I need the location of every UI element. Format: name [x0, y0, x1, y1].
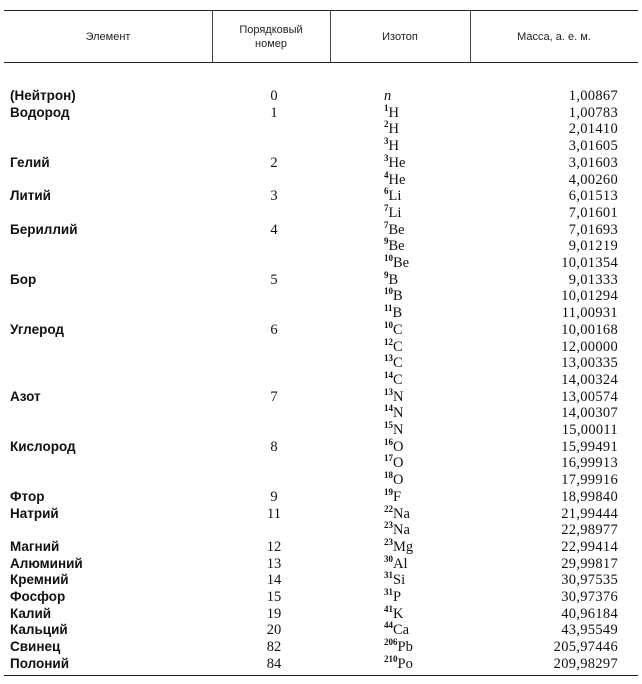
isotope-symbol [384, 339, 454, 356]
isotope-symbol [384, 305, 454, 322]
isotope-mass: 30,97535 [561, 572, 618, 588]
mass-number: 10 [384, 320, 393, 330]
mass-number: 16 [384, 437, 393, 447]
element-symbol: H [388, 105, 399, 121]
isotope-symbol [384, 489, 454, 506]
element-name: Натрий [10, 506, 59, 521]
element-symbol: Al [393, 556, 408, 572]
isotope-symbol [384, 155, 454, 172]
isotope-symbol [384, 572, 454, 589]
mass-number: 44 [384, 620, 393, 630]
isotope-mass: 17,99916 [561, 472, 618, 488]
element-name: Водород [10, 105, 70, 120]
isotope-symbol [384, 188, 454, 205]
isotope-mass: 13,00574 [561, 389, 618, 405]
isotope-mass: 2,01410 [568, 121, 618, 137]
top-rule [4, 10, 638, 11]
header-number [212, 23, 330, 51]
isotope-mass: 10,00168 [561, 322, 618, 338]
element-symbol: He [388, 155, 406, 171]
isotope-mass: 6,01513 [568, 188, 618, 204]
mass-number: 12 [384, 337, 393, 347]
isotope-symbol [384, 88, 454, 104]
isotope-mass: 4,00260 [568, 172, 618, 188]
mass-number: 41 [384, 604, 393, 614]
element-symbol: C [393, 355, 403, 371]
element-symbol: N [393, 405, 404, 421]
element-symbol: Li [388, 205, 402, 221]
isotope-symbol [384, 272, 454, 289]
element-name: Кислород [10, 439, 76, 454]
header-isotope: Изотоп [382, 31, 418, 43]
element-name: Магний [10, 539, 60, 554]
header-number-line2: номер [255, 38, 287, 50]
mass-number: 6 [384, 186, 389, 196]
element-symbol: B [388, 272, 399, 288]
element-name: Свинец [10, 639, 61, 654]
mass-number: 31 [384, 570, 393, 580]
isotope-mass: 1,00783 [568, 105, 618, 121]
mass-number: 23 [384, 520, 393, 530]
mass-number: 14 [384, 370, 393, 380]
atomic-number: 1 [270, 105, 278, 121]
isotope-mass: 7,01601 [568, 205, 618, 221]
atomic-number: 5 [270, 272, 278, 288]
element-name: Фтор [10, 489, 45, 504]
atomic-number: 9 [270, 489, 278, 505]
isotope-mass: 40,96184 [561, 606, 618, 622]
element-symbol: Pb [397, 639, 413, 655]
isotope-symbol [384, 322, 454, 339]
isotope-symbol [384, 405, 454, 422]
mass-number: 10 [384, 253, 393, 263]
mass-number: 22 [384, 504, 393, 514]
isotope-symbol [384, 656, 454, 673]
isotope-symbol [384, 522, 454, 539]
atomic-number: 6 [270, 322, 278, 338]
header-rule [4, 62, 638, 63]
isotope-symbol [384, 389, 454, 406]
isotope-symbol [384, 205, 454, 222]
isotope-symbol [384, 472, 454, 489]
isotope-mass: 7,01693 [568, 222, 618, 238]
element-name: Азот [10, 389, 41, 404]
atomic-number: 3 [270, 188, 278, 204]
element-symbol: H [388, 121, 399, 137]
atomic-number: 0 [270, 88, 278, 104]
atomic-number: 11 [267, 506, 281, 522]
mass-number: 2 [384, 119, 389, 129]
mass-number: 15 [384, 420, 393, 430]
atomic-number: 8 [270, 439, 278, 455]
element-name: Литий [10, 188, 51, 203]
atomic-number: 13 [266, 556, 282, 572]
bottom-rule [4, 675, 638, 676]
header-mass: Масса, а. е. м. [517, 31, 591, 43]
element-name: Полоний [10, 656, 70, 671]
isotope-mass: 21,99444 [561, 506, 618, 522]
isotope-mass: 16,99913 [561, 455, 618, 471]
header-element: Элемент [85, 31, 131, 43]
isotope-mass: 1,00867 [568, 88, 618, 104]
isotope-mass: 18,99840 [561, 489, 618, 505]
isotope-symbol [384, 372, 454, 389]
isotope-mass: 209,98297 [553, 656, 618, 672]
mass-number: 3 [384, 136, 389, 146]
element-symbol: C [393, 339, 403, 355]
element-symbol: Be [388, 222, 405, 238]
mass-number: 3 [384, 153, 389, 163]
mass-number: 9 [384, 236, 389, 246]
atomic-number: 12 [266, 539, 282, 555]
isotope-mass: 43,95549 [561, 622, 618, 638]
element-name: Кальций [10, 622, 68, 637]
element-symbol: F [393, 489, 402, 505]
mass-number: 31 [384, 587, 393, 597]
isotope-symbol [384, 606, 454, 623]
mass-number: 7 [384, 203, 389, 213]
mass-number: 210 [384, 654, 398, 664]
element-symbol: K [393, 606, 404, 622]
isotope-mass: 14,00307 [561, 405, 618, 421]
atomic-number: 19 [266, 606, 282, 622]
element-symbol: Na [393, 522, 410, 538]
mass-number: 13 [384, 387, 393, 397]
element-symbol: N [393, 389, 404, 405]
isotope-mass: 10,01294 [561, 288, 618, 304]
isotope-symbol [384, 288, 454, 305]
isotope-mass: 13,00335 [561, 355, 618, 371]
isotope-mass: 29,99817 [561, 556, 618, 572]
isotope-mass: 3,01603 [568, 155, 618, 171]
isotope-mass: 15,00011 [561, 422, 618, 438]
isotope-symbol [384, 589, 454, 606]
mass-number: 14 [384, 403, 393, 413]
element-symbol: O [393, 439, 404, 455]
isotope-mass: 10,01354 [561, 255, 618, 271]
element-symbol: B [392, 305, 403, 321]
isotope-mass: 9,01333 [568, 272, 618, 288]
element-name: Гелий [10, 155, 50, 170]
atomic-number: 4 [270, 222, 278, 238]
element-name: Углерод [10, 322, 64, 337]
mass-number: 4 [384, 170, 389, 180]
mass-number: 17 [384, 453, 393, 463]
element-name: Кремний [10, 572, 69, 587]
mass-number: 7 [384, 220, 389, 230]
isotope-mass: 30,97376 [561, 589, 618, 605]
isotope-symbol [384, 238, 454, 255]
isotope-symbol [384, 222, 454, 239]
atomic-number: 20 [266, 622, 282, 638]
element-symbol: Si [393, 572, 406, 588]
element-symbol: P [393, 589, 402, 605]
isotope-mass: 22,98977 [561, 522, 618, 538]
isotope-mass: 11,00931 [561, 305, 618, 321]
element-name: (Нейтрон) [10, 88, 76, 103]
element-symbol: C [393, 322, 403, 338]
isotope-symbol [384, 539, 454, 556]
atomic-number: 82 [266, 639, 282, 655]
atomic-number: 15 [266, 589, 282, 605]
element-symbol: O [393, 472, 404, 488]
element-symbol: He [388, 172, 406, 188]
mass-number: 206 [384, 637, 398, 647]
element-name: Фосфор [10, 589, 66, 604]
element-name: Бор [10, 272, 37, 287]
mass-number: 18 [384, 470, 393, 480]
isotope-symbol [384, 255, 454, 272]
element-name: Калий [10, 606, 52, 621]
element-symbol: Li [388, 188, 402, 204]
isotope-symbol [384, 455, 454, 472]
isotope-mass: 22,99414 [561, 539, 618, 555]
element-symbol: B [393, 288, 403, 304]
isotope-mass: 9,01219 [568, 238, 618, 254]
isotope-mass: 14,00324 [561, 372, 618, 388]
mass-number: 19 [384, 487, 393, 497]
atomic-number: 2 [270, 155, 278, 171]
isotope-mass: 3,01605 [568, 138, 618, 154]
isotope-symbol [384, 138, 454, 155]
mass-number: 13 [384, 353, 393, 363]
header-number-line1: Порядковый [239, 24, 303, 36]
element-symbol: O [393, 455, 404, 471]
element-symbol: C [393, 372, 403, 388]
mass-number: 30 [384, 554, 393, 564]
element-symbol: Mg [393, 539, 414, 555]
mass-number: 9 [384, 270, 389, 280]
mass-number: 23 [384, 537, 393, 547]
isotope-mass: 15,99491 [561, 439, 618, 455]
mass-number: 10 [384, 286, 393, 296]
isotope-symbol [384, 121, 454, 138]
isotope-symbol [384, 422, 454, 439]
atomic-number: 84 [266, 656, 282, 672]
isotope-symbol [384, 105, 454, 122]
isotope-symbol [384, 355, 454, 372]
isotope-symbol [384, 506, 454, 523]
element-symbol: N [393, 422, 404, 438]
mass-number: 1 [384, 103, 389, 113]
element-symbol: Be [393, 255, 410, 271]
mass-number: 11 [384, 303, 393, 313]
element-symbol: Po [397, 656, 413, 672]
element-name: Бериллий [10, 222, 78, 237]
element-symbol: Ca [393, 622, 410, 638]
element-name: Алюминий [10, 556, 83, 571]
element-symbol: Be [388, 238, 405, 254]
element-symbol: n [384, 88, 392, 104]
atomic-number: 14 [266, 572, 282, 588]
isotope-symbol [384, 172, 454, 189]
isotope-symbol [384, 556, 454, 573]
element-symbol: H [388, 138, 399, 154]
atomic-number: 7 [270, 389, 278, 405]
isotope-mass: 205,97446 [553, 639, 618, 655]
isotope-symbol [384, 439, 454, 456]
element-symbol: Na [393, 506, 410, 522]
isotope-mass: 12,00000 [561, 339, 618, 355]
